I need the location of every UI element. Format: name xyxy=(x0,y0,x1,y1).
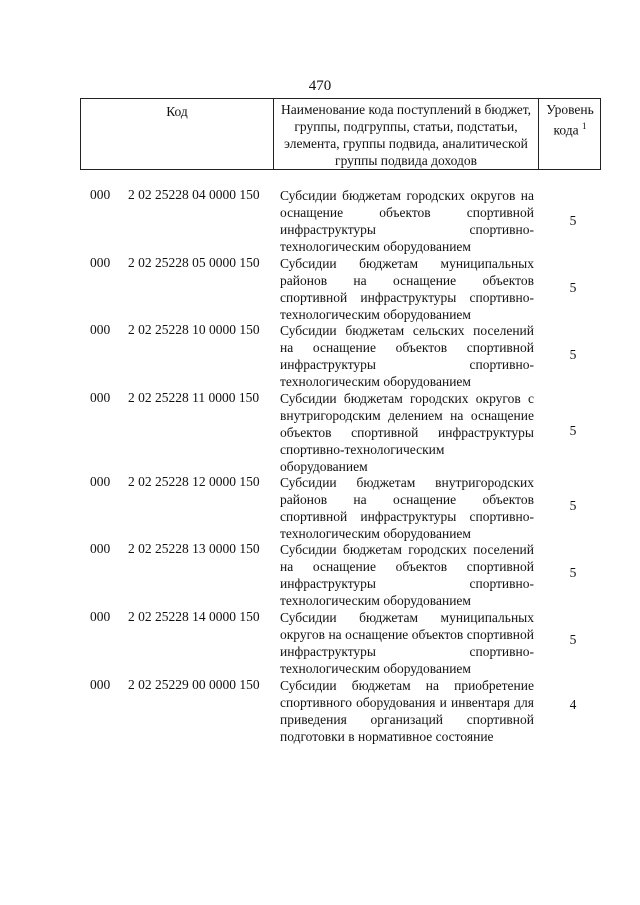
row-level: 5 xyxy=(569,498,577,513)
row-code: 2 02 25228 11 0000 150 xyxy=(128,390,260,405)
row-admin-code: 000 xyxy=(90,677,111,692)
row-level: 5 xyxy=(569,423,577,438)
row-code: 2 02 25228 10 0000 150 xyxy=(128,322,260,337)
row-code: 2 02 25228 05 0000 150 xyxy=(128,255,260,270)
row-name: Субсидии бюджетам городских поселений на оснащение объектов спортивной инфраструктуры спортивно-технологическим оборудованием xyxy=(280,542,534,608)
header-level-footnote: 1 xyxy=(581,121,587,131)
row-name: Субсидии бюджетам внутригородских районов на оснащение объектов спортивной инфраструктуры спортивно-технологическим оборудованием xyxy=(280,475,534,541)
row-name: Субсидии бюджетам муниципальных районов на оснащение объектов спортивной инфраструктуры спортивно-технологическим оборудованием xyxy=(280,256,534,322)
row-admin-code: 000 xyxy=(90,255,111,270)
row-name: Субсидии бюджетам городских округов на оснащение объектов спортивной инфраструктуры спортивно-технологическим оборудованием xyxy=(280,188,534,254)
row-level: 5 xyxy=(569,280,577,295)
row-level: 5 xyxy=(569,347,577,362)
row-code: 2 02 25228 04 0000 150 xyxy=(128,187,260,202)
row-name: Субсидии бюджетам муниципальных округов на оснащение объектов спортивной инфраструктуры спортивно-технологическим оборудованием xyxy=(280,610,534,676)
row-code: 2 02 25228 13 0000 150 xyxy=(128,541,260,556)
row-name: Субсидии бюджетам городских округов с внутригородским делением на оснащение объектов спортивной инфраструктуры спортивно-технологическим оборудованием xyxy=(280,391,534,474)
header-code: Код xyxy=(81,99,274,169)
row-admin-code: 000 xyxy=(90,609,111,624)
row-name: Субсидии бюджетам на приобретение спортивного оборудования и инвентаря для приведения организаций спортивной подготовки в нормативное состояние xyxy=(280,678,534,744)
header-level xyxy=(539,99,601,169)
row-code: 2 02 25228 14 0000 150 xyxy=(128,609,260,624)
row-admin-code: 000 xyxy=(90,541,111,556)
table-header xyxy=(80,98,601,170)
row-level: 4 xyxy=(569,697,577,712)
row-admin-code: 000 xyxy=(90,390,111,405)
row-admin-code: 000 xyxy=(90,187,111,202)
row-level: 5 xyxy=(569,632,577,647)
row-code: 2 02 25229 00 0000 150 xyxy=(128,677,260,692)
row-code: 2 02 25228 12 0000 150 xyxy=(128,474,260,489)
header-level-label: Уровень кода xyxy=(546,102,594,138)
row-level: 5 xyxy=(569,213,577,228)
page-number: 470 xyxy=(308,78,332,94)
row-admin-code: 000 xyxy=(90,322,111,337)
header-name: Наименование кода поступлений в бюджет, группы, подгруппы, статьи, подстатьи, элемента, группы подвида, аналитической группы подвида доходов xyxy=(274,99,539,169)
row-admin-code: 000 xyxy=(90,474,111,489)
row-name: Субсидии бюджетам сельских поселений на оснащение объектов спортивной инфраструктуры спортивно-технологическим оборудованием xyxy=(280,323,534,389)
row-level: 5 xyxy=(569,565,577,580)
